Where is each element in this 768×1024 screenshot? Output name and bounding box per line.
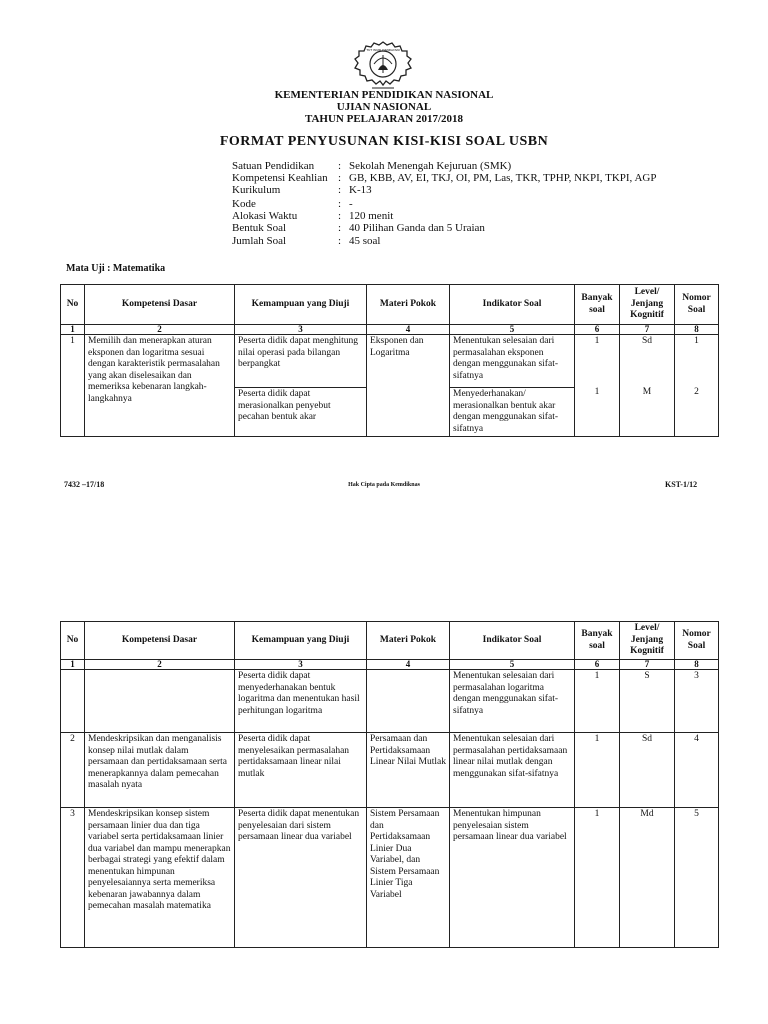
- column-number: 2: [85, 660, 235, 670]
- column-number-row: [61, 325, 719, 335]
- column-number-row: [61, 660, 719, 670]
- banyak-soal: 1: [575, 670, 620, 733]
- kisi-kisi-table-page-2: [60, 621, 719, 948]
- banyak-soal: 1: [575, 733, 620, 808]
- info-label: Bentuk Soal: [232, 222, 287, 234]
- nomor-soal: 3: [675, 670, 719, 733]
- row-no: 3: [61, 808, 85, 948]
- column-number: 6: [575, 660, 620, 670]
- column-number: 8: [675, 660, 719, 670]
- nomor-soal: 2: [694, 387, 699, 397]
- academic-year: TAHUN PELAJARAN 2017/2018: [304, 113, 464, 125]
- level-cell: [620, 335, 675, 437]
- column-number: 6: [575, 325, 620, 335]
- info-value: -: [349, 198, 353, 210]
- info-colon: :: [338, 184, 342, 196]
- header-no: No: [61, 622, 85, 660]
- info-colon: :: [338, 222, 342, 234]
- materi-cell: [367, 670, 450, 733]
- ministry-title: KEMENTERIAN PENDIDIKAN NASIONAL: [274, 89, 494, 101]
- info-label: Jumlah Soal: [232, 235, 287, 247]
- level: Sd: [641, 336, 653, 346]
- indikator-cell: [450, 335, 575, 437]
- tut-wuri-handayani-logo: [352, 40, 414, 90]
- nomor-soal-cell: [675, 335, 719, 437]
- table-row: [61, 670, 719, 733]
- level: M: [642, 387, 652, 397]
- header-no: No: [61, 285, 85, 325]
- footer-copyright: Hak Cipta pada Kemdiknas: [348, 482, 420, 488]
- column-number: 5: [450, 660, 575, 670]
- footer-page: KST-1/12: [665, 480, 698, 489]
- info-label: Kode: [232, 198, 256, 210]
- column-number: 4: [367, 325, 450, 335]
- column-number: 7: [620, 325, 675, 335]
- footer-code: 7432 –17/18: [64, 480, 105, 489]
- column-number: 5: [450, 325, 575, 335]
- level: S: [620, 670, 675, 733]
- materi-cell: Eksponen dan Logaritma: [367, 335, 450, 437]
- page-title: FORMAT PENYUSUNAN KISI-KISI SOAL USBN: [219, 134, 549, 149]
- column-number: 1: [61, 325, 85, 335]
- kemampuan-cell: [235, 335, 367, 437]
- column-number: 4: [367, 660, 450, 670]
- materi-cell: Persamaan dan Pertidaksamaan Linear Nilai Mutlak: [367, 733, 450, 808]
- kompetensi-dasar-cell: Mendeskripsikan konsep sistem persamaan linier dua dan tiga variabel serta pertidaksamaan linier dua variabel dan mampu menerapkan berbagai strategi yang efektif dalam menentukan himpunan penyelesaiannya serta memeriksa kebenaran jawabannya dalam pemecahan masalah matematika: [85, 808, 235, 948]
- indikator-cell: Menentukan selesaian dari permasalahan logaritma dengan menggunakan sifat-sifatnya: [450, 670, 575, 733]
- header-materi: Materi Pokok: [367, 622, 450, 660]
- column-number: 8: [675, 325, 719, 335]
- info-label: Kompetensi Keahlian: [232, 172, 328, 184]
- header-banyak-soal: Banyak soal: [575, 285, 620, 325]
- header-nomor-soal: Nomor Soal: [675, 622, 719, 660]
- banyak-soal: 1: [575, 808, 620, 948]
- banyak-soal-cell: [575, 335, 620, 437]
- kemampuan-cell: Peserta didik dapat menyelesaikan permasalahan pertidaksamaan linear nilai mutlak: [235, 733, 367, 808]
- table-row: [61, 733, 719, 808]
- level: Sd: [620, 733, 675, 808]
- info-value: 120 menit: [349, 210, 394, 222]
- nomor-soal: 1: [694, 336, 699, 346]
- kompetensi-dasar-cell: Memilih dan menerapkan aturan eksponen dan logaritma sesuai dengan karakteristik permasalahan yang akan diselesaikan dan memeriksa kebenaran langkah-langkahnya: [85, 335, 235, 437]
- header-banyak-soal: Banyak soal: [575, 622, 620, 660]
- nomor-soal: 5: [675, 808, 719, 948]
- logo-text: TUT WURI HANDAYANI: [366, 48, 400, 52]
- kompetensi-dasar-cell: Mendeskripsikan dan menganalisis konsep nilai mutlak dalam persamaan dan pertidaksamaan serta menerapkannya dalam pemecahan masalah nyata: [85, 733, 235, 808]
- table-header-row: [61, 622, 719, 660]
- nomor-soal: 4: [675, 733, 719, 808]
- row-no: 2: [61, 733, 85, 808]
- indikator-cell: Menentukan himpunan penyelesaian sistem persamaan linear dua variabel: [450, 808, 575, 948]
- info-colon: :: [338, 210, 342, 222]
- info-colon: :: [338, 160, 342, 172]
- info-colon: :: [338, 198, 342, 210]
- column-number: 1: [61, 660, 85, 670]
- kisi-kisi-table-page-1: [60, 284, 719, 437]
- column-number: 2: [85, 325, 235, 335]
- kompetensi-dasar-cell: [85, 670, 235, 733]
- materi-cell: Sistem Persamaan dan Pertidaksamaan Linier Dua Variabel, dan Sistem Persamaan Linier Tiga Variabel: [367, 808, 450, 948]
- row-no: [61, 670, 85, 733]
- header-materi: Materi Pokok: [367, 285, 450, 325]
- table-row: [61, 808, 719, 948]
- header-kompetensi-dasar: Kompetensi Dasar: [85, 285, 235, 325]
- header-level: Level/ Jenjang Kognitif: [620, 285, 675, 325]
- level: Md: [620, 808, 675, 948]
- kemampuan-cell: Peserta didik dapat menentukan penyelesaian dari sistem persamaan linear dua variabel: [235, 808, 367, 948]
- header-level: Level/ Jenjang Kognitif: [620, 622, 675, 660]
- subject-label: Mata Uji : Matematika: [66, 263, 166, 274]
- column-number: 3: [235, 660, 367, 670]
- info-value: 40 Pilihan Ganda dan 5 Uraian: [349, 222, 485, 234]
- row-no: 1: [61, 335, 85, 437]
- info-colon: :: [338, 172, 342, 184]
- info-value: 45 soal: [349, 235, 381, 247]
- header-nomor-soal: Nomor Soal: [675, 285, 719, 325]
- column-number: 3: [235, 325, 367, 335]
- info-value: GB, KBB, AV, EI, TKJ, OI, PM, Las, TKR, TPHP, NKPI, TKPI, AGP: [349, 172, 657, 184]
- header-kemampuan: Kemampuan yang Diuji: [235, 622, 367, 660]
- info-label: Alokasi Waktu: [232, 210, 298, 222]
- table-row: [61, 335, 719, 437]
- header-kemampuan: Kemampuan yang Diuji: [235, 285, 367, 325]
- banyak-soal: 1: [594, 336, 600, 346]
- column-number: 7: [620, 660, 675, 670]
- kemampuan-text: Peserta didik dapat merasionalkan penyebut pecahan bentuk akar: [235, 387, 366, 424]
- info-value: Sekolah Menengah Kejuruan (SMK): [349, 160, 512, 172]
- info-label: Satuan Pendidikan: [232, 160, 315, 172]
- header-indikator: Indikator Soal: [450, 622, 575, 660]
- exam-title: UJIAN NASIONAL: [336, 101, 432, 113]
- table-header-row: [61, 285, 719, 325]
- header-kompetensi-dasar: Kompetensi Dasar: [85, 622, 235, 660]
- info-colon: :: [338, 235, 342, 247]
- info-label: Kurikulum: [232, 184, 281, 196]
- kemampuan-text: Peserta didik dapat menghitung nilai operasi pada bilangan berpangkat: [238, 336, 359, 369]
- kemampuan-cell: Peserta didik dapat menyederhanakan bentuk logaritma dan menentukan hasil perhitungan logaritma: [235, 670, 367, 733]
- indikator-text: Menentukan selesaian dari permasalahan eksponen dengan menggunakan sifat-sifatnya: [453, 336, 558, 381]
- info-value: K-13: [349, 184, 372, 196]
- indikator-text: Menyederhanakan/ merasionalkan bentuk akar dengan menggunakan sifat-sifatnya: [450, 387, 574, 435]
- header-indikator: Indikator Soal: [450, 285, 575, 325]
- banyak-soal: 1: [594, 387, 600, 397]
- indikator-cell: Menentukan selesaian dari permasalahan pertidaksamaan linear nilai mutlak dengan menggunakan sifat-sifatnya: [450, 733, 575, 808]
